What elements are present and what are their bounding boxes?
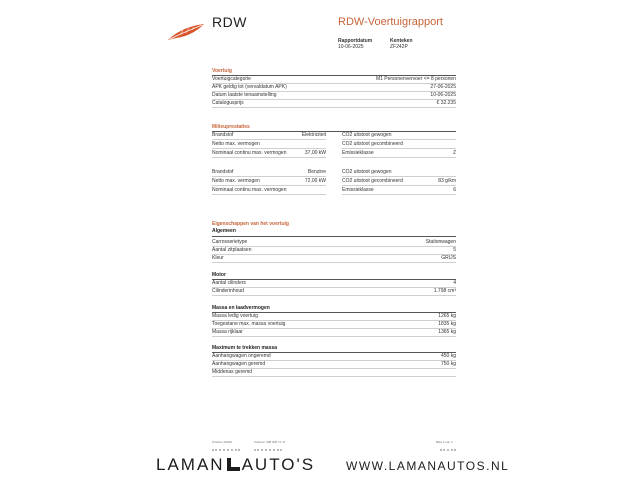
dealer-website: WWW.LAMANAUTOS.NL (346, 459, 510, 473)
row-value: Elektriciteit (301, 132, 326, 138)
rdw-leaf-logo (166, 22, 206, 42)
row-value: 37,00 kW (304, 150, 326, 156)
row-value: Z (452, 150, 456, 156)
row-value: M1 Personenvervoer <= 8 personen (375, 76, 456, 82)
footer-page-number: Blad 2 van 3 (436, 440, 453, 444)
row-value: 27-06-2025 (430, 84, 456, 90)
env-row (212, 150, 326, 158)
row-label: Cilinderinhoud (212, 288, 244, 294)
row-label: Emissieklasse (342, 187, 374, 193)
row-value: 1835 kg (438, 321, 456, 327)
row-label: Aantal cilinders (212, 280, 246, 286)
row-label: Datum laatste tenaamstelling (212, 92, 277, 98)
row-value: 4 (453, 280, 456, 286)
row-label: Catalogusprijs (212, 100, 244, 106)
env-row (342, 187, 456, 195)
env-row (212, 132, 326, 140)
property-row (212, 369, 456, 377)
row-label: APK geldig tot (vervaldatum APK) (212, 84, 287, 90)
row-label: Carrosserietype (212, 239, 248, 245)
property-row (212, 313, 456, 321)
vehicle-row (212, 92, 456, 100)
row-value: 450 kg (440, 353, 456, 359)
vehicle-section-title: Voertuig (212, 68, 232, 74)
row-label: Aanhangwagen ongeremd (212, 353, 271, 359)
row-label: Aantal zitplaatsen (212, 247, 252, 253)
properties-section-title: Eigenschappen van het voertuig (212, 221, 289, 227)
property-row (212, 321, 456, 329)
row-value: 83 g/km (438, 178, 456, 184)
dealer-l-mark-icon (226, 458, 241, 471)
row-value: Benzine (307, 169, 326, 175)
property-row (212, 288, 456, 296)
towing-subtitle: Maximum te trekken massa (212, 345, 278, 351)
env-row (342, 150, 456, 158)
row-label: CO2 uitstoot gewogen (342, 169, 392, 175)
brand-name: RDW (212, 14, 247, 30)
plate-label: Kenteken (390, 38, 413, 44)
row-label: Brandstof (212, 132, 234, 138)
env-row (342, 132, 456, 140)
row-label: Aanhangwagen geremd (212, 361, 266, 367)
environment-section-title: Milieuprestaties (212, 124, 250, 130)
general-divider (212, 236, 456, 237)
plate-value: ZF242P (390, 44, 408, 50)
row-value: 10-06-2025 (430, 92, 456, 98)
general-subtitle: Algemeen (212, 228, 236, 234)
env-row (342, 141, 456, 149)
footer-dots (212, 449, 240, 451)
report-title: RDW-Voertuigrapport (338, 16, 443, 28)
row-label: Netto max. vermogen (212, 178, 260, 184)
row-value: 1265 kg (438, 313, 456, 319)
row-label: Brandstof (212, 169, 234, 175)
engine-subtitle: Motor (212, 272, 226, 278)
row-label: Toegestane max. massa voertuig (212, 321, 286, 327)
property-row (212, 247, 456, 255)
property-row (212, 361, 456, 369)
footer-phone: Telefoon 088 008 74 47 (254, 440, 286, 444)
property-row (212, 255, 456, 263)
report-date-label: Rapportdatum (338, 38, 373, 44)
row-label: Massa ledig voertuig (212, 313, 258, 319)
row-value: 1365 kg (438, 329, 456, 335)
row-value: 5 (453, 247, 456, 253)
footer-dots (440, 449, 456, 451)
row-label: Voertuigcategorie (212, 76, 251, 82)
property-row (212, 353, 456, 361)
dealer-name-right: AUTO'S (241, 455, 316, 474)
env-row (212, 169, 326, 177)
row-value: 1.798 cm³ (433, 288, 456, 294)
env-row (212, 141, 326, 149)
env-row (342, 169, 456, 177)
row-label: CO2 uitstoot gewogen (342, 132, 392, 138)
env-row (212, 178, 326, 186)
vehicle-row (212, 76, 456, 84)
row-value: GRIJS (441, 255, 456, 261)
row-value: € 32.235 (436, 100, 456, 106)
row-value: 6 (453, 187, 456, 193)
row-label: Massa rijklaar (212, 329, 243, 335)
property-row (212, 239, 456, 247)
report-date-value: 10-06-2025 (338, 44, 364, 50)
env-row (342, 178, 456, 186)
row-value: 750 kg (440, 361, 456, 367)
row-label: Nominaal continu max. vermogen (212, 150, 287, 156)
vehicle-row (212, 100, 456, 108)
row-label: Netto max. vermogen (212, 141, 260, 147)
mass-subtitle: Massa en laadvermogen (212, 305, 270, 311)
row-label: Nominaal continu max. vermogen (212, 187, 287, 193)
dealer-name-left: LAMAN (156, 455, 225, 474)
footer-dots (254, 449, 282, 451)
property-row (212, 329, 456, 337)
row-label: CO2 uitstoot gecombineerd (342, 141, 403, 147)
row-label: Kleur (212, 255, 224, 261)
row-label: Emissieklasse (342, 150, 374, 156)
env-row (212, 187, 326, 195)
footer-postbus: Postbus 30000 (212, 440, 233, 444)
property-row (212, 280, 456, 288)
row-value: 72,00 kW (304, 178, 326, 184)
row-value: Stationwagen (425, 239, 456, 245)
dealer-logo (156, 455, 315, 475)
vehicle-row (212, 84, 456, 92)
row-label: Middenas geremd (212, 369, 253, 375)
row-label: CO2 uitstoot gecombineerd (342, 178, 403, 184)
